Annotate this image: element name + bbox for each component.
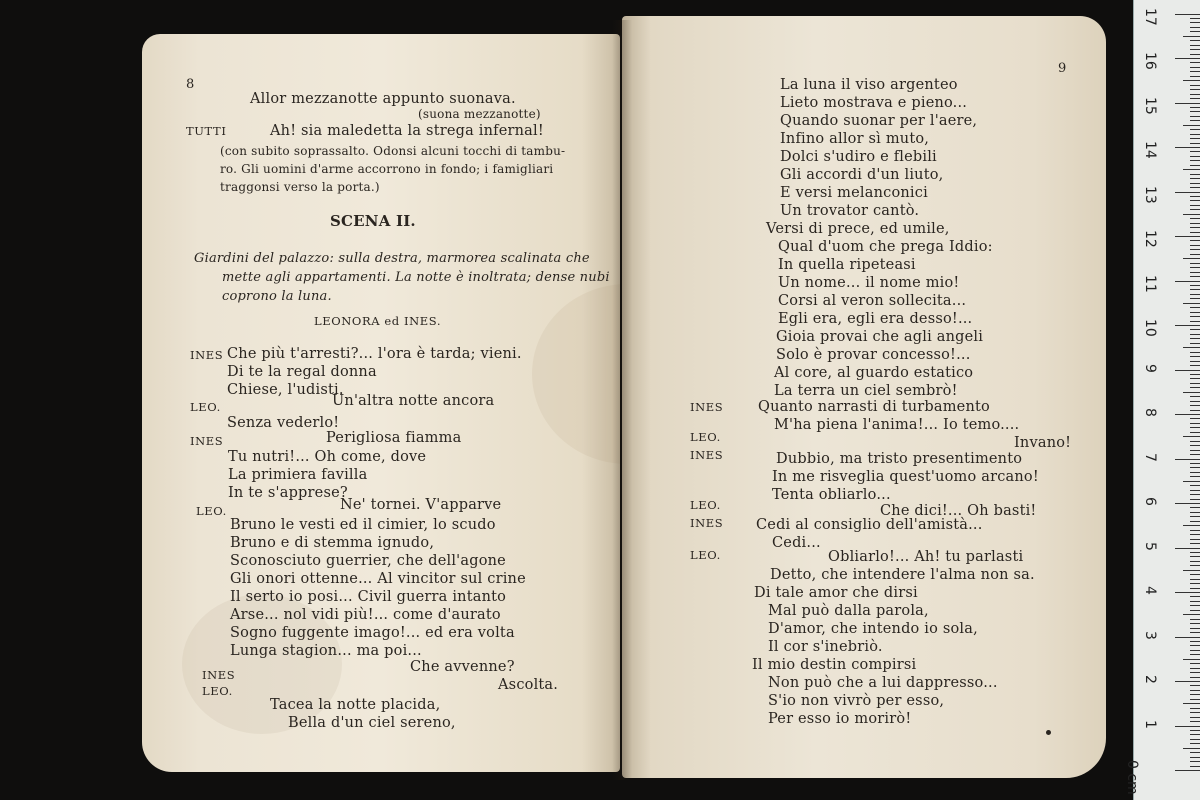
verse-line: Cedi...	[772, 535, 821, 551]
ruler-tick	[1190, 54, 1200, 55]
ruler-number: 17	[1142, 7, 1158, 26]
verse-line: Per esso io morirò!	[768, 711, 912, 727]
ruler-number: 6	[1142, 497, 1158, 506]
ruler-tick	[1190, 521, 1200, 522]
ink-dot	[1046, 730, 1051, 735]
ruler-tick	[1190, 365, 1200, 366]
verse-line: E versi melanconici	[780, 185, 928, 201]
ruler-tick	[1190, 156, 1200, 157]
ruler-tick	[1190, 31, 1200, 32]
ruler-tick	[1183, 125, 1200, 126]
verse-line: In quella ripeteasi	[778, 257, 916, 273]
ruler-tick	[1190, 574, 1200, 575]
ruler-tick	[1190, 111, 1200, 112]
ruler-tick	[1190, 205, 1200, 206]
ruler-tick	[1190, 289, 1200, 290]
verse-line: Bella d'un ciel sereno,	[288, 715, 456, 731]
verse-line: La terra un ciel sembrò!	[774, 383, 958, 399]
verse-line: Il mio destin compirsi	[752, 657, 917, 673]
verse-line: Un nome... il nome mio!	[778, 275, 960, 291]
verse-line: Sogno fuggente imago!... ed era volta	[230, 625, 515, 641]
speaker-label: INES	[690, 400, 724, 414]
ruler-tick	[1190, 663, 1200, 664]
ruler-tick	[1190, 18, 1200, 19]
ruler-tick	[1190, 312, 1200, 313]
ruler-tick	[1190, 174, 1200, 175]
ruler-tick	[1190, 329, 1200, 330]
ruler-tick	[1175, 103, 1200, 104]
stage-direction: (con subito soprassalto. Odonsi alcuni tocchi di tambu-	[220, 144, 566, 158]
ruler-tick	[1190, 245, 1200, 246]
ruler-tick	[1190, 556, 1200, 557]
ruler-tick	[1190, 605, 1200, 606]
ruler-tick	[1190, 441, 1200, 442]
ruler-tick	[1190, 467, 1200, 468]
ruler-tick	[1190, 761, 1200, 762]
ruler-tick	[1190, 427, 1200, 428]
ruler-tick	[1190, 690, 1200, 691]
ruler-tick	[1190, 588, 1200, 589]
ruler-tick	[1190, 645, 1200, 646]
ruler-tick	[1183, 525, 1200, 526]
verse-line: Sconosciuto guerrier, che dell'agone	[230, 553, 506, 569]
ruler-tick	[1190, 730, 1200, 731]
ruler-tick	[1190, 143, 1200, 144]
ruler-tick	[1190, 628, 1200, 629]
ruler-tick	[1183, 80, 1200, 81]
speaker-label: LEO.	[690, 548, 721, 562]
ruler-tick	[1190, 708, 1200, 709]
ruler-tick	[1190, 272, 1200, 273]
ruler-tick	[1190, 668, 1200, 669]
ruler-tick	[1175, 58, 1200, 59]
verse-line: Lunga stagion... ma poi...	[230, 643, 422, 659]
ruler-tick	[1183, 659, 1200, 660]
ruler-tick	[1190, 183, 1200, 184]
ruler-tick	[1190, 650, 1200, 651]
ruler-number: 15	[1142, 96, 1158, 115]
ruler-tick	[1190, 654, 1200, 655]
ruler-tick	[1190, 396, 1200, 397]
ruler-tick	[1190, 294, 1200, 295]
ruler-tick	[1190, 263, 1200, 264]
verse-line: In me risveglia quest'uomo arcano!	[772, 469, 1039, 485]
ruler-tick	[1190, 405, 1200, 406]
paper-stain	[532, 284, 620, 464]
speaker-label: INES	[190, 348, 224, 362]
ruler-tick	[1190, 356, 1200, 357]
ruler-number: 3	[1142, 630, 1158, 640]
ruler-tick	[1190, 218, 1200, 219]
ruler-tick	[1190, 352, 1200, 353]
verse-line: D'amor, che intendo io sola,	[768, 621, 978, 637]
ruler-number: 1	[1142, 719, 1158, 729]
ruler-tick	[1190, 579, 1200, 580]
ruler-tick	[1190, 717, 1200, 718]
ruler-tick	[1183, 303, 1200, 304]
verse-line: Lieto mostrava e pieno...	[780, 95, 968, 111]
verse-line: La primiera favilla	[228, 467, 368, 483]
stage-direction: ro. Gli uomini d'arme accorrono in fondo; i famigliari	[220, 162, 554, 176]
stage-direction: traggonsi verso la porta.)	[220, 180, 380, 194]
ruler-tick	[1190, 334, 1200, 335]
characters-heading: LEONORA ed INES.	[314, 314, 442, 328]
verse-line: Un trovator cantò.	[780, 203, 920, 219]
ruler-tick	[1190, 85, 1200, 86]
ruler-tick	[1190, 361, 1200, 362]
ruler-tick	[1190, 116, 1200, 117]
ruler-tick	[1175, 770, 1200, 771]
ruler-tick	[1190, 134, 1200, 135]
ruler-number: 5	[1142, 541, 1158, 551]
ruler-tick	[1190, 387, 1200, 388]
verse-line: Bruno e di stemma ignudo,	[230, 535, 435, 551]
scene-description: mette agli appartamenti. La notte è inoltrata; dense nubi	[222, 270, 610, 285]
ruler-tick	[1190, 543, 1200, 544]
verse-line: Gli accordi d'un liuto,	[780, 167, 944, 183]
verse-line: Dubbio, ma tristo presentimento	[776, 451, 1023, 467]
right-page	[622, 16, 1106, 778]
ruler-tick	[1190, 67, 1200, 68]
verse-line: Solo è provar concesso!...	[776, 347, 971, 363]
ruler-tick	[1190, 307, 1200, 308]
speaker-label: LEO.	[196, 504, 227, 518]
ruler-tick	[1190, 232, 1200, 233]
verse-line: Tu nutri!... Oh come, dove	[228, 449, 427, 465]
page-number: 8	[186, 77, 195, 92]
ruler-tick	[1190, 757, 1200, 758]
ruler-number: 9	[1142, 363, 1158, 373]
verse-line: Quanto narrasti di turbamento	[758, 399, 990, 415]
ruler-tick	[1190, 45, 1200, 46]
verse-line: Un'altra notte ancora	[332, 393, 495, 409]
ruler-number: 10	[1142, 319, 1158, 337]
ruler-tick	[1190, 561, 1200, 562]
verse-line: Che più t'arresti?... l'ora è tarda; vieni.	[227, 346, 522, 362]
ruler-tick	[1190, 743, 1200, 744]
verse-line: Gli onori ottenne... Al vincitor sul crine	[230, 571, 526, 587]
ruler-tick	[1183, 570, 1200, 571]
ruler-tick	[1190, 641, 1200, 642]
speaker-label: INES	[202, 668, 236, 682]
verse-line: Che dici!... Oh basti!	[880, 503, 1037, 519]
ruler-tick	[1190, 160, 1200, 161]
ruler-tick	[1175, 236, 1200, 237]
ruler-tick	[1190, 267, 1200, 268]
ruler-tick	[1190, 178, 1200, 179]
ruler-tick	[1190, 565, 1200, 566]
verse-line: Ne' tornei. V'apparve	[340, 497, 502, 513]
verse-line: Cedi al consiglio dell'amistà...	[756, 517, 983, 533]
left-page	[142, 34, 620, 772]
ruler-tick	[1190, 423, 1200, 424]
verse-line: Tacea la notte placida,	[270, 697, 441, 713]
ruler-tick	[1190, 766, 1200, 767]
ruler-tick	[1190, 138, 1200, 139]
verse-line: Il cor s'inebriò.	[768, 639, 883, 655]
ruler-tick	[1175, 192, 1200, 193]
ruler-tick	[1183, 703, 1200, 704]
ruler-tick	[1190, 601, 1200, 602]
ruler-number: 8	[1142, 408, 1158, 417]
ruler-tick	[1190, 472, 1200, 473]
verse-line: Infino allor sì muto,	[780, 131, 930, 147]
verse-line: Senza vederlo!	[227, 415, 340, 431]
ruler-tick	[1190, 276, 1200, 277]
verse-line: Perigliosa fiamma	[326, 430, 462, 446]
ruler-tick	[1190, 490, 1200, 491]
scene-heading: SCENA II.	[330, 212, 416, 230]
ruler-tick	[1183, 36, 1200, 37]
ruler-tick	[1183, 436, 1200, 437]
ruler-tick	[1190, 583, 1200, 584]
verse-line: M'ha piena l'anima!... Io temo....	[774, 417, 1020, 433]
ruler-number: 13	[1142, 185, 1158, 204]
ruler-tick	[1190, 739, 1200, 740]
ruler-tick	[1190, 463, 1200, 464]
ruler-tick	[1190, 445, 1200, 446]
speaker-label: LEO.	[690, 498, 721, 512]
ruler-tick	[1183, 214, 1200, 215]
ruler-tick	[1190, 685, 1200, 686]
ruler-number: 14	[1142, 141, 1158, 159]
ruler-tick	[1190, 432, 1200, 433]
ruler-tick	[1190, 694, 1200, 695]
ruler-tick	[1190, 499, 1200, 500]
verse-line: S'io non vivrò per esso,	[768, 693, 945, 709]
ruler-tick	[1190, 512, 1200, 513]
verse-line: Non può che a lui dappresso...	[768, 675, 998, 691]
ruler-tick	[1175, 726, 1200, 727]
page-number: 9	[1058, 61, 1067, 76]
ruler-tick	[1190, 712, 1200, 713]
ruler-tick	[1190, 450, 1200, 451]
ruler-tick	[1190, 534, 1200, 535]
scene-description: coprono la luna.	[222, 289, 332, 304]
verse-line: Di tale amor che dirsi	[754, 585, 918, 601]
ruler-tick	[1190, 677, 1200, 678]
ruler-tick	[1175, 681, 1200, 682]
verse-line: Egli era, egli era desso!...	[778, 311, 973, 327]
ruler-tick	[1190, 494, 1200, 495]
ruler-tick	[1190, 734, 1200, 735]
ruler-tick	[1175, 281, 1200, 282]
ruler-tick	[1190, 71, 1200, 72]
ruler-tick	[1183, 347, 1200, 348]
ruler-tick	[1190, 401, 1200, 402]
ruler-tick	[1190, 752, 1200, 753]
ruler-tick	[1190, 89, 1200, 90]
ruler-tick	[1190, 196, 1200, 197]
ruler-tick	[1190, 516, 1200, 517]
ruler-tick	[1190, 227, 1200, 228]
ruler-tick	[1190, 321, 1200, 322]
ruler-tick	[1183, 169, 1200, 170]
verse-line: Obliarlo!... Ah! tu parlasti	[828, 549, 1024, 565]
ruler-tick	[1190, 316, 1200, 317]
speaker-label: INES	[690, 516, 724, 530]
ruler-tick	[1190, 596, 1200, 597]
ruler-tick	[1190, 49, 1200, 50]
ruler-tick	[1190, 27, 1200, 28]
speaker-label: INES	[190, 434, 224, 448]
ruler-tick	[1190, 485, 1200, 486]
speaker-label: LEO.	[690, 430, 721, 444]
ruler-tick	[1175, 370, 1200, 371]
stage-direction: (suona mezzanotte)	[418, 107, 541, 121]
speaker-label: TUTTI	[186, 124, 227, 138]
book-spine-gutter	[612, 20, 632, 780]
speaker-label: LEO.	[190, 400, 221, 414]
verse-line: Chiese, l'udisti.	[227, 382, 344, 398]
ruler-tick	[1190, 40, 1200, 41]
verse-line: Tenta obliarlo...	[772, 487, 891, 503]
ruler-tick	[1190, 383, 1200, 384]
verse-line: Che avvenne?	[410, 659, 515, 675]
verse-line: Allor mezzanotte appunto suonava.	[250, 91, 516, 107]
ruler-tick	[1190, 22, 1200, 23]
verse-line: Corsi al veron sollecita...	[778, 293, 967, 309]
ruler-tick	[1190, 98, 1200, 99]
ruler-tick	[1190, 418, 1200, 419]
ruler-tick	[1190, 62, 1200, 63]
ruler-tick	[1190, 632, 1200, 633]
ruler-tick	[1190, 721, 1200, 722]
ruler-tick	[1190, 209, 1200, 210]
ruler-tick	[1190, 338, 1200, 339]
ruler-tick	[1175, 459, 1200, 460]
ruler-tick	[1190, 120, 1200, 121]
ruler-number: 7	[1142, 452, 1158, 462]
ruler-tick	[1190, 107, 1200, 108]
ruler-tick	[1190, 378, 1200, 379]
verse-line: Invano!	[1014, 435, 1072, 451]
verse-line: Mal può dalla parola,	[768, 603, 929, 619]
ruler-tick	[1183, 481, 1200, 482]
ruler-tick	[1190, 507, 1200, 508]
verse-line: Arse... nol vidi più!... come d'aurato	[230, 607, 501, 623]
ruler-tick	[1175, 147, 1200, 148]
verse-line: Detto, che intendere l'alma non sa.	[770, 567, 1035, 583]
ruler-tick	[1190, 610, 1200, 611]
verse-line: La luna il viso argenteo	[780, 77, 958, 93]
ruler-tick	[1190, 151, 1200, 152]
ruler-tick	[1190, 374, 1200, 375]
ruler-tick	[1190, 410, 1200, 411]
ruler-tick	[1175, 325, 1200, 326]
ruler-number: 4	[1142, 586, 1158, 595]
ruler-tick	[1190, 254, 1200, 255]
ruler-unit-label: 0 cm	[1124, 760, 1140, 795]
verse-line: Ascolta.	[498, 677, 559, 693]
measuring-ruler	[1124, 0, 1200, 800]
ruler-tick	[1190, 76, 1200, 77]
ruler-tick	[1190, 530, 1200, 531]
verse-line: Versi di prece, ed umile,	[766, 221, 950, 237]
ruler-number: 11	[1142, 274, 1158, 293]
ruler-tick	[1190, 187, 1200, 188]
ruler-number: 16	[1142, 52, 1158, 70]
ruler-tick	[1190, 552, 1200, 553]
verse-line: Dolci s'udiro e flebili	[780, 149, 937, 165]
ruler-tick	[1190, 249, 1200, 250]
ruler-tick	[1190, 343, 1200, 344]
ruler-tick	[1175, 14, 1200, 15]
ruler-tick	[1190, 129, 1200, 130]
ruler-number: 2	[1142, 675, 1158, 684]
ruler-tick	[1183, 258, 1200, 259]
verse-line: Di te la regal donna	[227, 364, 377, 380]
ruler-tick	[1183, 748, 1200, 749]
ruler-tick	[1190, 285, 1200, 286]
ruler-number: 12	[1142, 230, 1158, 248]
ruler-tick	[1190, 454, 1200, 455]
verse-line: Ah! sia maledetta la strega infernal!	[270, 123, 544, 139]
verse-line: Al core, al guardo estatico	[774, 365, 974, 381]
ruler-tick	[1190, 699, 1200, 700]
ruler-tick	[1190, 298, 1200, 299]
ruler-tick	[1190, 200, 1200, 201]
ruler-tick	[1175, 503, 1200, 504]
ruler-tick	[1190, 165, 1200, 166]
verse-line: Bruno le vesti ed il cimier, lo scudo	[230, 517, 496, 533]
ruler-tick	[1190, 619, 1200, 620]
speaker-label: LEO.	[202, 684, 233, 698]
verse-line: Qual d'uom che prega Iddio:	[778, 239, 993, 255]
verse-line: In te s'apprese?	[228, 485, 348, 501]
scene-description: Giardini del palazzo: sulla destra, marmorea scalinata che	[194, 251, 590, 266]
ruler-tick	[1175, 414, 1200, 415]
ruler-tick	[1190, 539, 1200, 540]
verse-line: Quando suonar per l'aere,	[780, 113, 978, 129]
ruler-tick	[1190, 476, 1200, 477]
ruler-tick	[1183, 392, 1200, 393]
ruler-tick	[1190, 623, 1200, 624]
verse-line: Il serto io posi... Civil guerra intanto	[230, 589, 507, 605]
ruler-tick	[1175, 548, 1200, 549]
ruler-tick	[1190, 672, 1200, 673]
ruler-tick	[1190, 240, 1200, 241]
speaker-label: INES	[690, 448, 724, 462]
ruler-tick	[1175, 592, 1200, 593]
ruler-tick	[1190, 223, 1200, 224]
verse-line: Gioia provai che agli angeli	[776, 329, 984, 345]
ruler-tick	[1183, 614, 1200, 615]
ruler-tick	[1190, 94, 1200, 95]
ruler-tick	[1175, 637, 1200, 638]
